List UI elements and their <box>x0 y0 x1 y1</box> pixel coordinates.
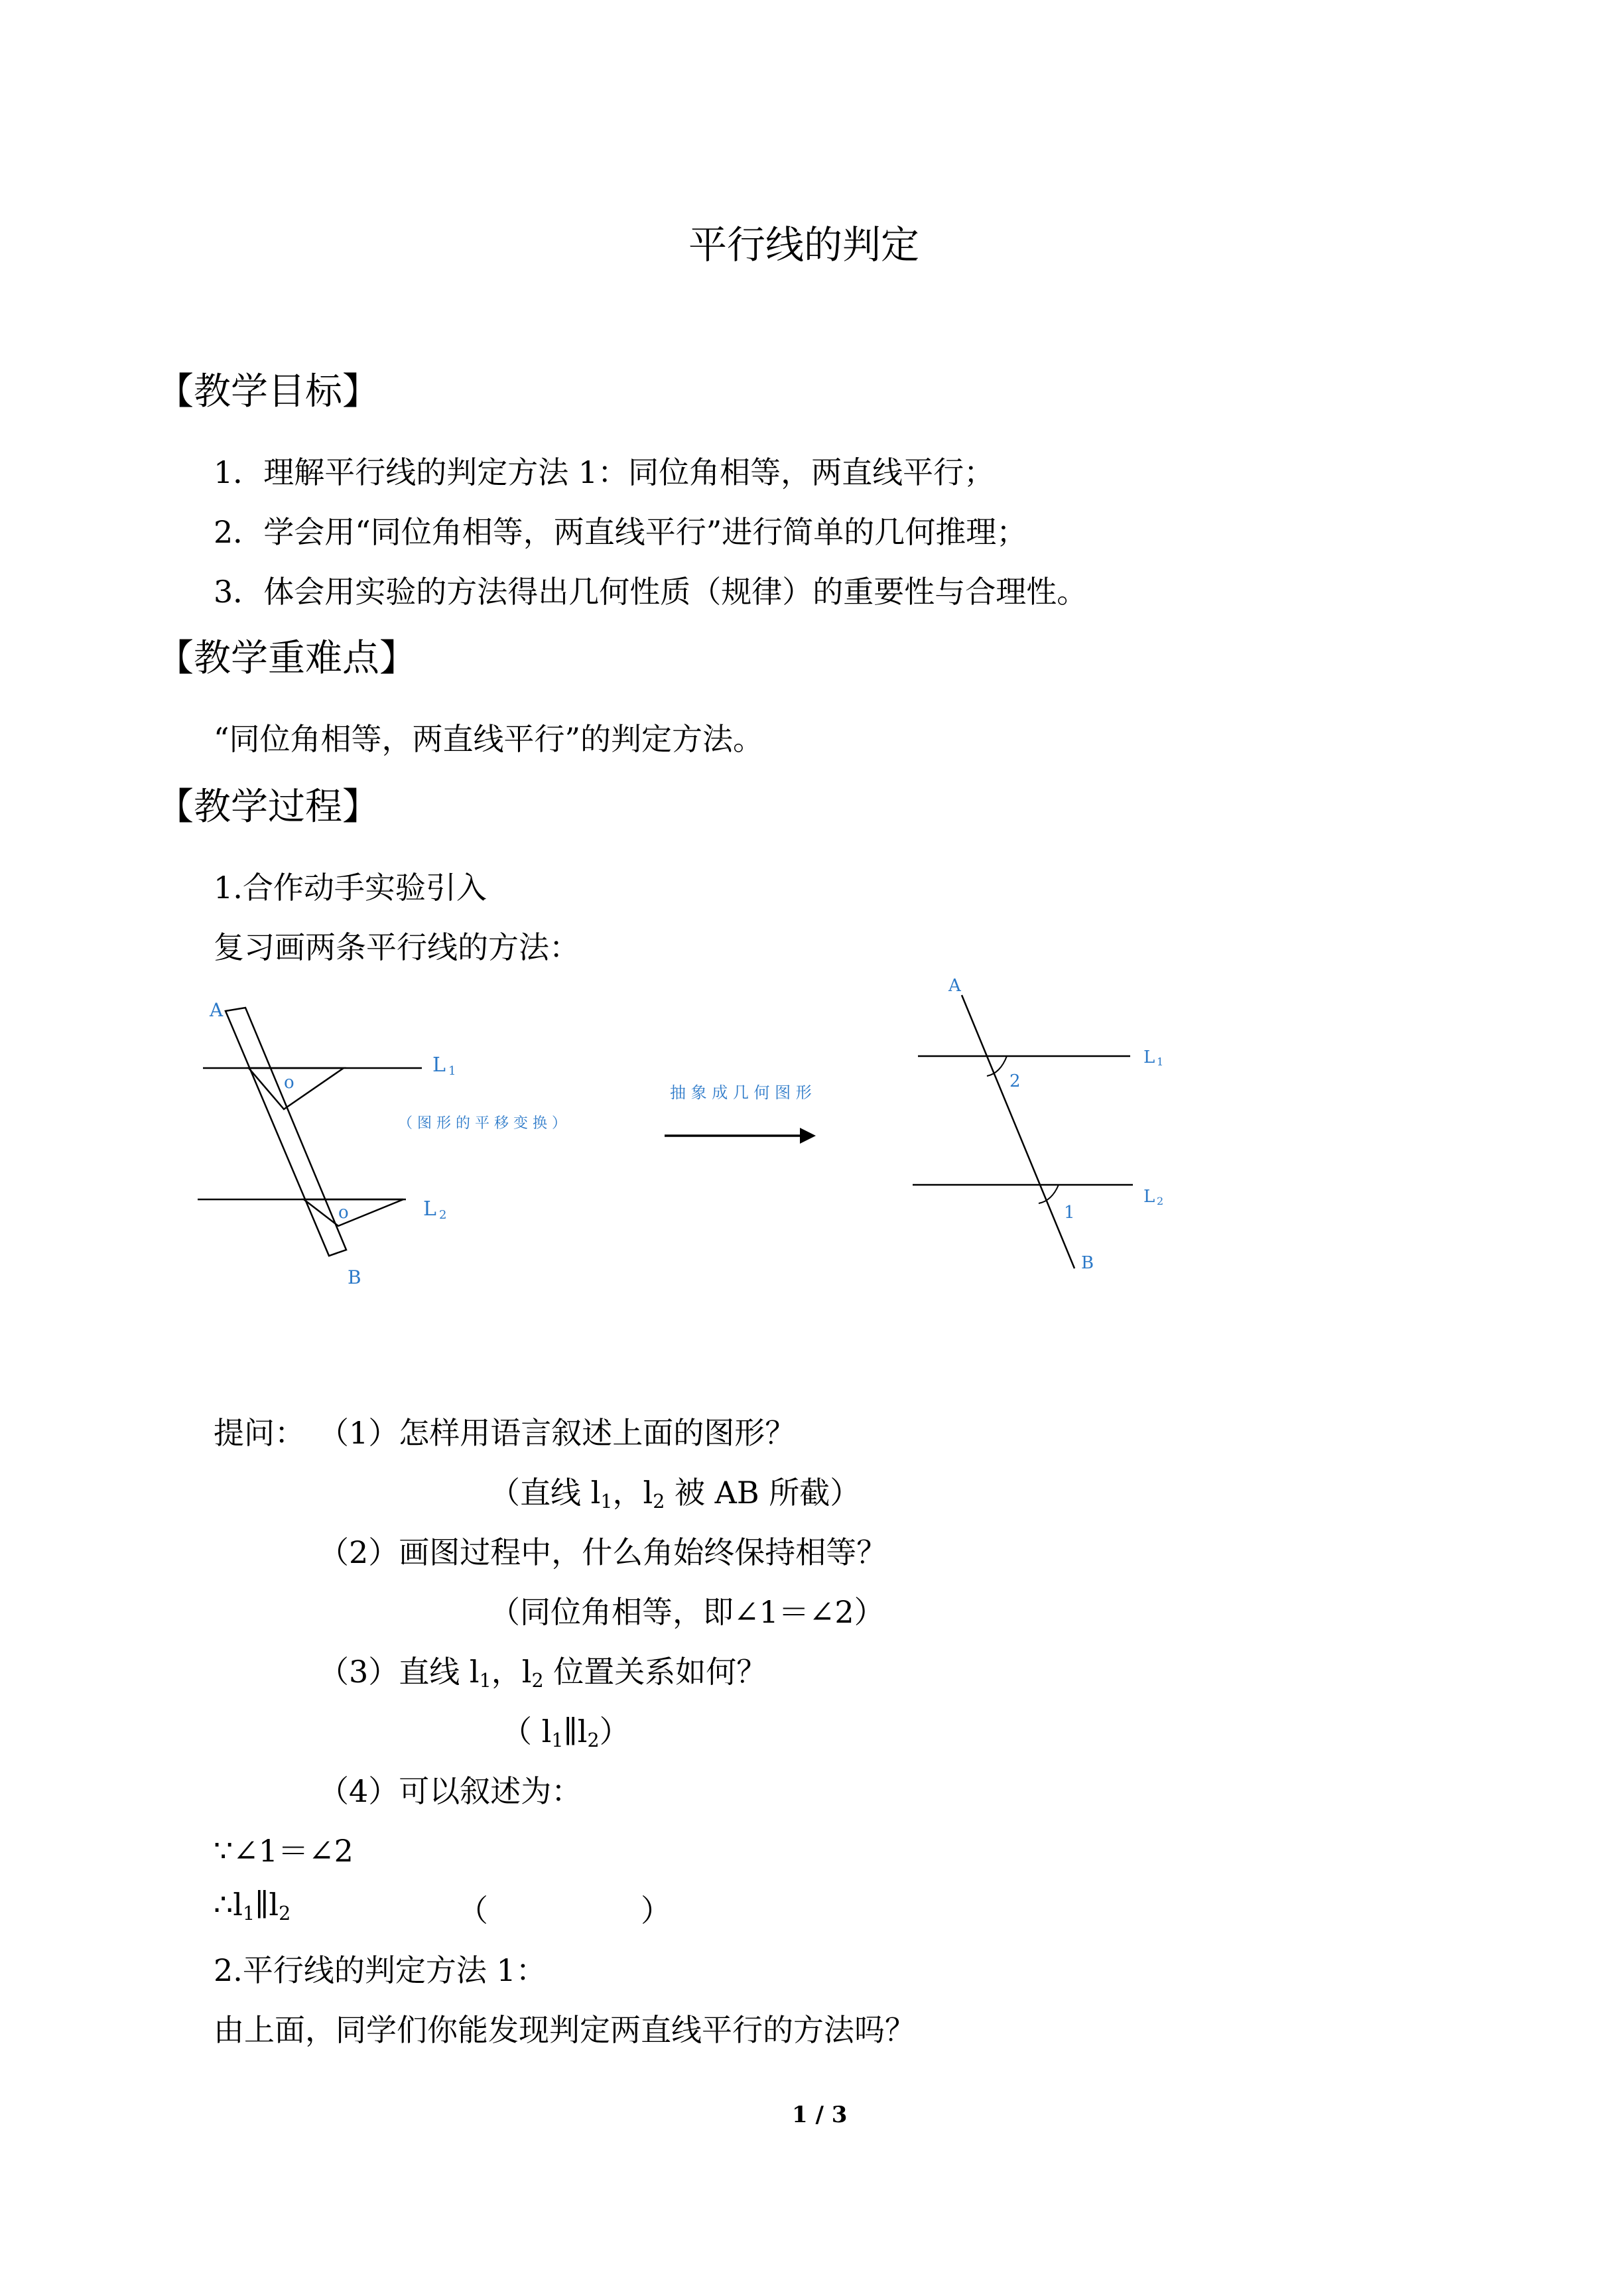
question-1: （1）怎样用语言叙述上面的图形？ <box>318 1415 796 1451</box>
arrow-head <box>800 1128 816 1144</box>
angle-o-top: o <box>284 1073 294 1093</box>
proof-reason-blank: （ ） <box>458 1893 671 1928</box>
page-title: 平行线的判定 <box>688 222 920 267</box>
process-step-2: 2.平行线的判定方法 1： <box>214 1952 547 1988</box>
proof-therefore: $\therefore l_1\parallel l_2$ <box>214 1887 291 1925</box>
label-A-left: A <box>210 999 224 1021</box>
review-text: 复习画两条平行线的方法： <box>214 929 580 965</box>
key-points-heading: 【教学重难点】 <box>157 637 417 680</box>
label-L2-right: L <box>1143 1187 1155 1207</box>
question-4: （4）可以叙述为： <box>318 1773 582 1809</box>
label-L1-left-sub: 1 <box>448 1064 456 1078</box>
transform-arrow <box>398 1083 816 1144</box>
proof-because: ∵∠1＝∠2 <box>214 1833 354 1869</box>
label-L1-right-sub: 1 <box>1157 1055 1164 1068</box>
answer-3: （ $l_1\parallel l_2$） <box>501 1714 630 1752</box>
label-A-right: A <box>948 976 961 996</box>
process-step-1: 1.合作动手实验引入 <box>214 870 487 906</box>
angle-2-label: 2 <box>1009 1071 1021 1091</box>
questions-prefix: 提问： <box>214 1415 305 1451</box>
label-L2-left: L <box>423 1197 436 1221</box>
transversal-AB <box>962 995 1074 1268</box>
objectives-heading: 【教学目标】 <box>157 370 379 413</box>
right-figure <box>913 976 1163 1273</box>
question-2: （2）画图过程中，什么角始终保持相等？ <box>318 1534 887 1570</box>
angle-2-arc <box>987 1056 1007 1076</box>
set-square-bottom <box>304 1199 403 1226</box>
process-heading: 【教学过程】 <box>157 785 379 829</box>
label-L2-right-sub: 2 <box>1157 1195 1164 1207</box>
arrow-sublabel: （ 图 形 的 平 移 变 换 ） <box>398 1115 566 1132</box>
arrow-label: 抽 象 成 几 何 图 形 <box>670 1083 812 1102</box>
label-L1-left: L <box>432 1053 446 1077</box>
left-figure <box>198 999 456 1288</box>
page-number: 1 / 3 <box>792 2102 848 2128</box>
step-2-question: 由上面，同学们你能发现判定两直线平行的方法吗？ <box>214 2012 915 2048</box>
label-B-left: B <box>348 1266 361 1288</box>
angle-o-bottom: o <box>338 1203 349 1223</box>
objective-item-3: 3．体会用实验的方法得出几何性质（规律）的重要性与合理性。 <box>214 574 1088 610</box>
set-square-top <box>249 1068 344 1109</box>
question-3: （3）直线 $l_1$，$l_2$ 位置关系如何？ <box>318 1654 767 1692</box>
answer-1: （直线 $l_1$，$l_2$ 被 AB 所截） <box>489 1475 861 1513</box>
objective-item-1: 1．理解平行线的判定方法 1：同位角相等，两直线平行； <box>214 454 995 490</box>
angle-1-label: 1 <box>1064 1203 1075 1223</box>
answer-2: （同位角相等，即∠1＝∠2） <box>489 1594 885 1630</box>
label-B-right: B <box>1081 1253 1094 1273</box>
objective-item-2: 2．学会用“同位角相等，两直线平行”进行简单的几何推理； <box>214 514 1027 550</box>
key-points-text: “同位角相等，两直线平行”的判定方法。 <box>214 721 764 757</box>
label-L2-left-sub: 2 <box>439 1208 447 1222</box>
label-L1-right: L <box>1143 1047 1155 1067</box>
